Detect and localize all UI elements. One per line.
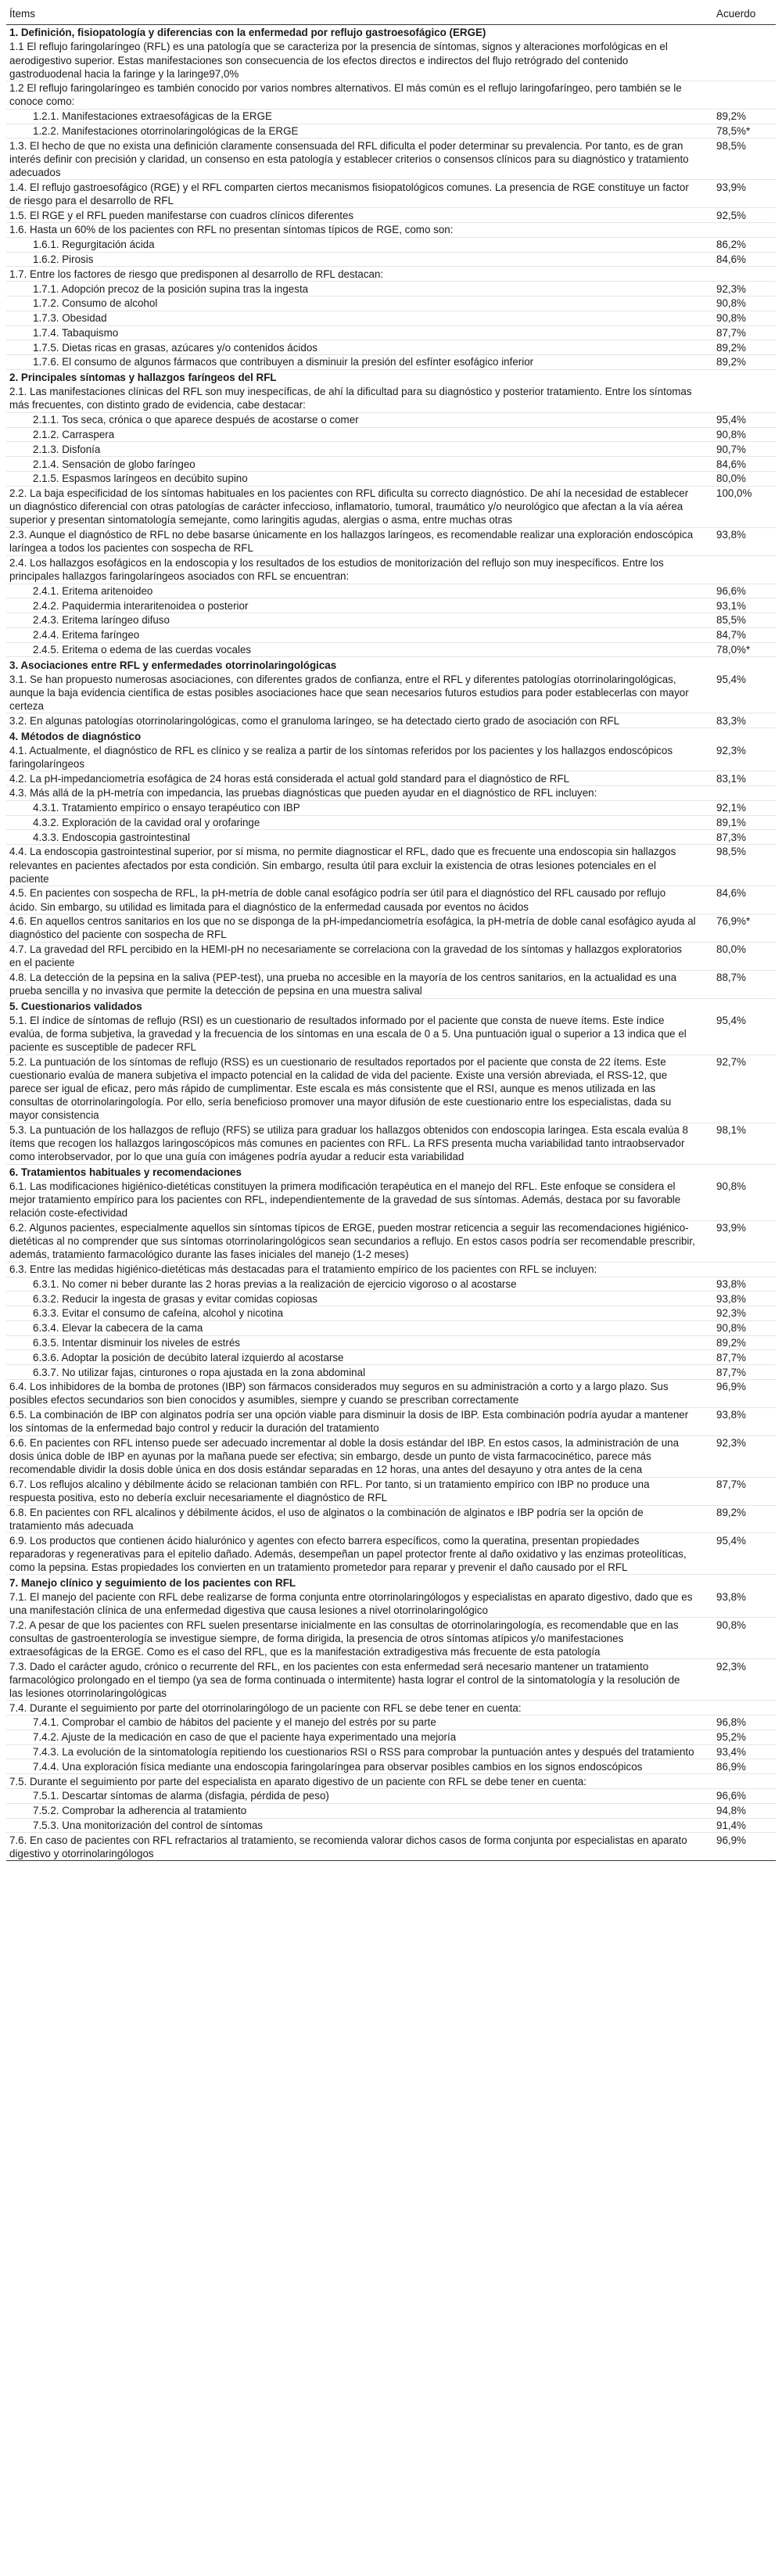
agreement-value: 92,1% [699, 800, 776, 815]
sub-item-text: 6.3.2. Reducir la ingesta de grasas y evitar comidas copiosas [6, 1292, 699, 1306]
agreement-value: 90,8% [699, 427, 776, 442]
item-row [6, 1407, 776, 1435]
sub-item-row [6, 1803, 776, 1818]
agreement-value [699, 267, 776, 282]
agreement-value: 90,7% [699, 442, 776, 457]
sub-item-row [6, 1759, 776, 1774]
section-title: 2. Principales síntomas y hallazgos faríngeos del RFL [6, 369, 776, 385]
sub-item-text: 2.4.4. Eritema faríngeo [6, 627, 699, 642]
agreement-value: 98,5% [699, 138, 776, 180]
item-text: 1.6. Hasta un 60% de los pacientes con RFL no presentan síntomas típicos de RGE, como son: [6, 223, 699, 238]
item-row [6, 180, 776, 208]
sub-item-text: 1.7.5. Dietas ricas en grasas, azúcares y/o contenidos ácidos [6, 340, 699, 355]
item-row [6, 138, 776, 180]
table-body [6, 25, 776, 1861]
agreement-value: 87,7% [699, 325, 776, 340]
item-row [6, 40, 776, 81]
sub-item-text: 1.7.6. El consumo de algunos fármacos que contribuyen a disminuir la presión del esfínter esofágico inferior [6, 355, 699, 370]
agreement-value [699, 385, 776, 412]
agreement-value: 93,4% [699, 1744, 776, 1759]
sub-item-text: 2.1.5. Espasmos laríngeos en decúbito supino [6, 472, 699, 487]
agreement-value: 89,2% [699, 109, 776, 124]
item-text: 6.1. Las modificaciones higiénico-dietéticas constituyen la primera modificación terapéutica en el manejo del RFL. Este enfoque se considera el mejor tratamiento empírico para los pacientes con RFL, independientemente de la gravedad de sus síntomas. Además, destaca por su favorable relación coste-efectividad [6, 1180, 699, 1220]
sub-item-row [6, 252, 776, 267]
item-text: 2.3. Aunque el diagnóstico de RFL no debe basarse únicamente en los hallazgos laríngeos, es recomendable realizar una exploración endoscópica laríngea a todos los pacientes con sospecha de RFL [6, 527, 699, 555]
item-text: 6.2. Algunos pacientes, especialmente aquellos sin síntomas típicos de ERGE, pueden mostrar reticencia a seguir las recomendaciones higiénico-dietéticas al no comprender que sus síntomas otorrinolaringológicos sean secundarios a reflujo. En estos casos podría ser recomendable prescribir, además, tratamiento farmacológico durante las fases iniciales del manejo (1-2 meses) [6, 1220, 699, 1262]
agreement-value: 78,0%* [699, 642, 776, 657]
sub-item-row [6, 109, 776, 124]
sub-item-text: 4.3.1. Tratamiento empírico o ensayo terapéutico con IBP [6, 800, 699, 815]
agreement-value: 91,4% [699, 1818, 776, 1833]
agreement-value: 92,3% [699, 282, 776, 296]
item-row [6, 1180, 776, 1220]
sub-item-text: 6.3.6. Adoptar la posición de decúbito lateral izquierdo al acostarse [6, 1350, 699, 1365]
sub-item-text: 2.4.2. Paquidermia interaritenoidea o posterior [6, 598, 699, 613]
agreement-value: 84,6% [699, 886, 776, 914]
agreement-value: 92,3% [699, 743, 776, 771]
items-column-header: Ítems [6, 2, 699, 25]
sub-item-row [6, 1744, 776, 1759]
agreement-value: 90,8% [699, 1320, 776, 1335]
sub-item-row [6, 412, 776, 427]
sub-item-row [6, 311, 776, 325]
item-text: 1.2 El reflujo faringolaríngeo es también conocido por varios nombres alternativos. El más común es el reflujo laringofaríngeo, pero también se le conoce como: [6, 81, 699, 110]
item-text: 2.4. Los hallazgos esofágicos en la endoscopia y los resultados de los estudios de monitorización del reflujo son muy inespecíficos. Entre los principales hallazgos faringolaríngeos asociados con RFL se encuentran: [6, 555, 699, 584]
item-text: 6.5. La combinación de IBP con alginatos podría ser una opción viable para disminuir la dosis de IBP. Esta combinación podría ayudar a mantener los síntomas de la enfermedad bajo control y reducir la duración del tratamiento [6, 1407, 699, 1435]
sub-item-row [6, 613, 776, 628]
sub-item-text: 1.7.1. Adopción precoz de la posición supina tras la ingesta [6, 282, 699, 296]
agreement-value [699, 1774, 776, 1789]
agreement-value: 88,7% [699, 970, 776, 998]
consensus-table [6, 2, 776, 1861]
agreement-value [699, 785, 776, 800]
section-header-row [6, 369, 776, 385]
item-row [6, 1659, 776, 1701]
section-header-row [6, 728, 776, 744]
section-title: 7. Manejo clínico y seguimiento de los pacientes con RFL [6, 1575, 776, 1590]
item-text: 5.1. El índice de síntomas de reflujo (RSI) es un cuestionario de resultados informado por el paciente que consta de nueve ítems. Este índice evalúa, de forma subjetiva, la gravedad y la frecuencia de los síntomas en una escala de 0 a 5. Una puntuación igual o superior a 13 indica que el paciente es susceptible de padecer RFL [6, 1014, 699, 1054]
sub-item-text: 7.4.4. Una exploración física mediante una endoscopia faringolaríngea para observar posibles cambios en los signos endoscópicos [6, 1759, 699, 1774]
item-text: 2.1. Las manifestaciones clínicas del RFL son muy inespecíficas, de ahí la dificultad para su diagnóstico y posterior tratamiento. Entre los síntomas más frecuentes, con distinto grado de evidencia, cabe destacar: [6, 385, 699, 412]
agreement-value: 92,7% [699, 1054, 776, 1123]
sub-item-text: 1.7.2. Consumo de alcohol [6, 296, 699, 311]
item-text: 6.3. Entre las medidas higiénico-dietéticas más destacadas para el tratamiento empírico de los pacientes con RFL se incluyen: [6, 1262, 699, 1277]
sub-item-text: 6.3.5. Intentar disminuir los niveles de estrés [6, 1335, 699, 1350]
item-row [6, 1701, 776, 1716]
section-title: 1. Definición, fisiopatología y diferencias con la enfermedad por reflujo gastroesofágico (ERGE) [6, 25, 776, 41]
agreement-value: 90,8% [699, 296, 776, 311]
section-title: 5. Cuestionarios validados [6, 998, 776, 1014]
sub-item-row [6, 1365, 776, 1380]
sub-item-row [6, 627, 776, 642]
item-row [6, 743, 776, 771]
sub-item-text: 7.4.2. Ajuste de la medicación en caso de que el paciente haya experimentado una mejoría [6, 1730, 699, 1744]
agreement-value [699, 555, 776, 584]
agreement-value: 84,6% [699, 457, 776, 472]
sub-item-text: 1.2.2. Manifestaciones otorrinolaringológicas de la ERGE [6, 124, 699, 138]
item-text: 1.5. El RGE y el RFL pueden manifestarse con cuadros clínicos diferentes [6, 208, 699, 223]
sub-item-row [6, 800, 776, 815]
item-row [6, 886, 776, 914]
sub-item-row [6, 296, 776, 311]
sub-item-text: 7.5.3. Una monitorización del control de síntomas [6, 1818, 699, 1833]
sub-item-row [6, 442, 776, 457]
agreement-value: 96,8% [699, 1716, 776, 1730]
agreement-value: 96,6% [699, 1789, 776, 1804]
sub-item-text: 2.4.3. Eritema laríngeo difuso [6, 613, 699, 628]
agreement-value: 92,3% [699, 1435, 776, 1477]
agreement-value [699, 1701, 776, 1716]
agreement-value: 96,9% [699, 1833, 776, 1861]
agreement-value: 93,8% [699, 1277, 776, 1292]
item-row [6, 1380, 776, 1408]
agreement-value: 95,4% [699, 412, 776, 427]
section-header-row [6, 25, 776, 41]
agreement-value: 89,2% [699, 355, 776, 370]
item-row [6, 223, 776, 238]
item-text: 4.1. Actualmente, el diagnóstico de RFL es clínico y se realiza a partir de los síntomas referidos por los pacientes y los hallazgos endoscópicos faringolaríngeos [6, 743, 699, 771]
agreement-value: 86,2% [699, 237, 776, 252]
sub-item-row [6, 325, 776, 340]
item-row [6, 672, 776, 713]
sub-item-text: 2.1.4. Sensación de globo faríngeo [6, 457, 699, 472]
agreement-value: 86,9% [699, 1759, 776, 1774]
sub-item-row [6, 1818, 776, 1833]
agreement-value: 83,3% [699, 713, 776, 728]
item-text: 7.6. En caso de pacientes con RFL refractarios al tratamiento, se recomienda valorar dichos casos de forma conjunta por especialistas en aparato digestivo y otorrinolaringólogos [6, 1833, 699, 1861]
item-text: 3.1. Se han propuesto numerosas asociaciones, con diferentes grados de confianza, entre el RFL y diferentes patologías otorrinolaringológicas, aunque la baja evidencia científica de estas posibles asociaciones hace que sean necesarios futuros estudios para poder establecerlas con mayor certeza [6, 672, 699, 713]
item-row [6, 785, 776, 800]
agreement-value: 92,5% [699, 208, 776, 223]
item-row [6, 1262, 776, 1277]
item-text: 5.2. La puntuación de los síntomas de reflujo (RSS) es un cuestionario de resultados reportados por el paciente que consta de 22 ítems. Este cuestionario evalúa de manera subjetiva el impacto potencial en la calidad de vida del paciente. Existe una versión abreviada, el RSS-12, que parece ser igual de eficaz, pero más rápido de cumplimentar. Este escala es más consistente que el RSI, aunque es menos utilizada en las consultas de otorrinolaringología. Por ello, sería beneficioso promover una mayor difusión de este cuestionario entre los especialistas, dada su mayor consistencia [6, 1054, 699, 1123]
agreement-value: 89,1% [699, 815, 776, 830]
item-row [6, 1054, 776, 1123]
item-row [6, 1533, 776, 1575]
item-row [6, 1590, 776, 1618]
section-title: 6. Tratamientos habituales y recomendaciones [6, 1164, 776, 1180]
sub-item-text: 2.4.5. Eritema o edema de las cuerdas vocales [6, 642, 699, 657]
agreement-value: 95,2% [699, 1730, 776, 1744]
agreement-value [699, 40, 776, 81]
agreement-value: 78,5%* [699, 124, 776, 138]
item-row [6, 1220, 776, 1262]
item-row [6, 914, 776, 942]
agreement-value: 80,0% [699, 472, 776, 487]
sub-item-text: 2.1.3. Disfonía [6, 442, 699, 457]
sub-item-text: 2.1.2. Carraspera [6, 427, 699, 442]
section-header-row [6, 657, 776, 673]
sub-item-text: 7.4.1. Comprobar el cambio de hábitos del paciente y el manejo del estrés por su parte [6, 1716, 699, 1730]
sub-item-row [6, 584, 776, 598]
item-row [6, 845, 776, 886]
table-header-row [6, 2, 776, 25]
sub-item-text: 1.7.3. Obesidad [6, 311, 699, 325]
item-text: 7.3. Dado el carácter agudo, crónico o recurrente del RFL, en los pacientes con esta enfermedad será necesario mantener un tratamiento farmacológico prolongado en el tiempo (ya sea de forma continuada o intermitente) hasta lograr el control de la sintomatología y la resolución de las lesiones otorrinolaringológicas [6, 1659, 699, 1701]
section-header-row [6, 998, 776, 1014]
agreement-value: 89,2% [699, 1505, 776, 1533]
agreement-value: 87,3% [699, 830, 776, 845]
item-text: 4.2. La pH-impedanciometría esofágica de 24 horas está considerada el actual gold standard para el diagnóstico de RFL [6, 771, 699, 786]
agreement-value: 96,6% [699, 584, 776, 598]
sub-item-row [6, 457, 776, 472]
agreement-value: 93,8% [699, 1590, 776, 1618]
item-row [6, 1435, 776, 1477]
sub-item-text: 6.3.1. No comer ni beber durante las 2 horas previas a la realización de ejercicio vigoroso o al acostarse [6, 1277, 699, 1292]
sub-item-row [6, 1306, 776, 1321]
sub-item-text: 4.3.3. Endoscopia gastrointestinal [6, 830, 699, 845]
agreement-value: 98,5% [699, 845, 776, 886]
agreement-value: 89,2% [699, 1335, 776, 1350]
item-row [6, 1833, 776, 1861]
item-text: 6.7. Los reflujos alcalino y débilmente ácido se relacionan también con RFL. Por tanto, si un tratamiento empírico con IBP no produce una respuesta positiva, esto no debería excluir necesariamente el diagnóstico de RFL [6, 1477, 699, 1505]
item-row [6, 1618, 776, 1659]
sub-item-text: 1.7.4. Tabaquismo [6, 325, 699, 340]
item-row [6, 1014, 776, 1054]
item-text: 2.2. La baja especificidad de los síntomas habituales en los pacientes con RFL dificulta su correcto diagnóstico. De ahí la necesidad de establecer un diagnóstico diferencial con otras patologías de carácter infeccioso, inflamatorio, tumoral, traumático y/o neurológico que afectan a la vía aérea superior y presentan sintomatología semejante, como laringitis agudas, alergias o asma, entre muchas otras [6, 486, 699, 527]
agreement-value: 87,7% [699, 1350, 776, 1365]
item-text: 7.4. Durante el seguimiento por parte del otorrinolaringólogo de un paciente con RFL se debe tener en cuenta: [6, 1701, 699, 1716]
agreement-value: 95,4% [699, 1533, 776, 1575]
agreement-value [699, 223, 776, 238]
item-text: 6.6. En pacientes con RFL intenso puede ser adecuado incrementar al doble la dosis estándar del IBP. En estos casos, la administración de una dosis única doble de IBP en ayunas por la mañana puede ser efectiva; sin embargo, desde un punto de vista farmacocinético, parece más recomendable dividir la dosis doble única en dos dosis estándar separadas en 12 horas, una antes del desayuno y otra antes de la cena [6, 1435, 699, 1477]
sub-item-text: 1.6.1. Regurgitación ácida [6, 237, 699, 252]
item-text: 6.4. Los inhibidores de la bomba de protones (IBP) son fármacos considerados muy seguros en su administración a corto y a largo plazo. Sus posibles efectos secundarios son bien conocidos y asumibles, siempre y cuando se prescriban correctamente [6, 1380, 699, 1408]
sub-item-row [6, 642, 776, 657]
agreement-value: 93,8% [699, 1292, 776, 1306]
item-text: 1.1 El reflujo faringolaríngeo (RFL) es una patología que se caracteriza por la presencia de síntomas, signos y alteraciones morfológicas en el aerodigestivo superior. Estas manifestaciones son consecuencia de los efectos directos e indirectos del flujo retrógrado del contenido gastroduodenal hacia la faringe y la laringe97,0% [6, 40, 699, 81]
sub-item-row [6, 1320, 776, 1335]
section-title: 4. Métodos de diagnóstico [6, 728, 776, 744]
sub-item-row [6, 1716, 776, 1730]
item-row [6, 267, 776, 282]
item-row [6, 486, 776, 527]
section-header-row [6, 1575, 776, 1590]
agreement-value [699, 1262, 776, 1277]
sub-item-row [6, 340, 776, 355]
item-row [6, 81, 776, 110]
sub-item-text: 6.3.3. Evitar el consumo de cafeína, alcohol y nicotina [6, 1306, 699, 1321]
agreement-value: 80,0% [699, 942, 776, 970]
sub-item-text: 6.3.7. No utilizar fajas, cinturones o ropa ajustada en la zona abdominal [6, 1365, 699, 1380]
agreement-value: 95,4% [699, 672, 776, 713]
agreement-value: 90,8% [699, 1618, 776, 1659]
agreement-value: 90,8% [699, 1180, 776, 1220]
sub-item-text: 1.6.2. Pirosis [6, 252, 699, 267]
item-text: 4.3. Más allá de la pH-metría con impedancia, las pruebas diagnósticas que pueden ayudar en el diagnóstico de RFL incluyen: [6, 785, 699, 800]
item-row [6, 208, 776, 223]
agreement-value: 83,1% [699, 771, 776, 786]
sub-item-row [6, 355, 776, 370]
item-row [6, 771, 776, 786]
agreement-value: 93,8% [699, 1407, 776, 1435]
sub-item-row [6, 237, 776, 252]
item-text: 1.7. Entre los factores de riesgo que predisponen al desarrollo de RFL destacan: [6, 267, 699, 282]
sub-item-text: 7.5.1. Descartar síntomas de alarma (disfagia, pérdida de peso) [6, 1789, 699, 1804]
item-text: 3.2. En algunas patologías otorrinolaringológicas, como el granuloma laríngeo, se ha detectado cierto grado de asociación con RFL [6, 713, 699, 728]
sub-item-text: 6.3.4. Elevar la cabecera de la cama [6, 1320, 699, 1335]
agreement-value: 100,0% [699, 486, 776, 527]
item-row [6, 555, 776, 584]
item-text: 4.4. La endoscopia gastrointestinal superior, por sí misma, no permite diagnosticar el RFL, dado que es frecuente una endoscopia sin hallazgos relevantes en pacientes afectados por esta condición. Sin embargo, resulta útil para excluir la existencia de otras lesiones potenciales en el paciente [6, 845, 699, 886]
agreement-value [699, 81, 776, 110]
sub-item-row [6, 598, 776, 613]
sub-item-row [6, 472, 776, 487]
agreement-value: 95,4% [699, 1014, 776, 1054]
item-row [6, 1477, 776, 1505]
sub-item-row [6, 1292, 776, 1306]
item-row [6, 527, 776, 555]
item-text: 4.7. La gravedad del RFL percibido en la HEMI-pH no necesariamente se correlaciona con la gravedad de los síntomas y hallazgos exploratorios en el paciente [6, 942, 699, 970]
item-row [6, 1505, 776, 1533]
sub-item-text: 7.5.2. Comprobar la adherencia al tratamiento [6, 1803, 699, 1818]
item-text: 7.5. Durante el seguimiento por parte del especialista en aparato digestivo de un paciente con RFL se debe tener en cuenta: [6, 1774, 699, 1789]
item-row [6, 1774, 776, 1789]
agreement-value: 84,7% [699, 627, 776, 642]
item-text: 6.9. Los productos que contienen ácido hialurónico y agentes con efecto barrera específicos, como la queratina, presentan propiedades reparadoras y regenerativas para el epitelio dañado. Además, desempeñan un papel protector frente al daño oxidativo y las enzimas proteolíticas, como la pepsina. Estas propiedades los convierten en un tratamiento prometedor para reparar y prevenir el daño causado por el RFL [6, 1533, 699, 1575]
section-title: 3. Asociaciones entre RFL y enfermedades otorrinolaringológicas [6, 657, 776, 673]
section-header-row [6, 1164, 776, 1180]
sub-item-text: 2.4.1. Eritema aritenoideo [6, 584, 699, 598]
agreement-value: 93,8% [699, 527, 776, 555]
agreement-value: 89,2% [699, 340, 776, 355]
agreement-value: 92,3% [699, 1659, 776, 1701]
sub-item-row [6, 1350, 776, 1365]
agreement-column-header: Acuerdo [699, 2, 776, 25]
sub-item-row [6, 1730, 776, 1744]
agreement-value: 87,7% [699, 1477, 776, 1505]
agreement-value: 93,9% [699, 180, 776, 208]
item-text: 1.4. El reflujo gastroesofágico (RGE) y el RFL comparten ciertos mecanismos fisiopatológicos comunes. La presencia de RGE constituye un factor de riesgo para el desarrollo de RFL [6, 180, 699, 208]
agreement-value: 84,6% [699, 252, 776, 267]
item-row [6, 713, 776, 728]
agreement-value: 85,5% [699, 613, 776, 628]
sub-item-row [6, 830, 776, 845]
item-row [6, 970, 776, 998]
sub-item-row [6, 124, 776, 138]
sub-item-row [6, 1789, 776, 1804]
item-text: 7.1. El manejo del paciente con RFL debe realizarse de forma conjunta entre otorrinolaringólogos y especialistas en aparato digestivo, dado que es una manifestación clínica de una enfermedad digestiva que causa lesiones a nivel otorrinolaringológico [6, 1590, 699, 1618]
item-text: 1.3. El hecho de que no exista una definición claramente consensuada del RFL dificulta el poder determinar su prevalencia. Por tanto, es de gran interés definir con precisión y claridad, un consenso en esta patología y establecer criterios o consensos clínicos para su diagnóstico y tratamiento adecuados [6, 138, 699, 180]
item-row [6, 385, 776, 412]
agreement-value: 96,9% [699, 1380, 776, 1408]
agreement-value: 93,9% [699, 1220, 776, 1262]
sub-item-text: 7.4.3. La evolución de la sintomatología repitiendo los cuestionarios RSI o RSS para comprobar la puntuación antes y después del tratamiento [6, 1744, 699, 1759]
agreement-value: 94,8% [699, 1803, 776, 1818]
sub-item-row [6, 282, 776, 296]
item-text: 4.6. En aquellos centros sanitarios en los que no se disponga de la pH-impedanciometría esofágica, la pH-metría de doble canal esofágico ayuda al diagnóstico del paciente con sospecha de RFL [6, 914, 699, 942]
item-text: 4.5. En pacientes con sospecha de RFL, la pH-metría de doble canal esofágico podría ser útil para el diagnóstico del RFL causado por reflujo ácido. Sin embargo, su utilidad es limitada para el diagnóstico de la enfermedad causada por eventos no ácidos [6, 886, 699, 914]
agreement-value: 93,1% [699, 598, 776, 613]
item-text: 5.3. La puntuación de los hallazgos de reflujo (RFS) se utiliza para graduar los hallazgos obtenidos con endoscopia laríngea. Esta escala evalúa 8 ítems que recogen los hallazgos laringoscópicos más comunes en pacientes con RFL. La RFS presenta mucha variabilidad tanto intraobservador como interobservador, por lo que una guía con imágenes podría ayudar a reducir esta variabilidad [6, 1123, 699, 1164]
sub-item-text: 1.2.1. Manifestaciones extraesofágicas de la ERGE [6, 109, 699, 124]
agreement-value: 92,3% [699, 1306, 776, 1321]
item-text: 4.8. La detección de la pepsina en la saliva (PEP-test), una prueba no accesible en la mayoría de los centros sanitarios, en la actualidad es una prueba sencilla y no invasiva que permite la detección de pepsina en una muestra salival [6, 970, 699, 998]
agreement-value: 87,7% [699, 1365, 776, 1380]
sub-item-row [6, 1335, 776, 1350]
agreement-value: 98,1% [699, 1123, 776, 1164]
sub-item-row [6, 1277, 776, 1292]
item-text: 6.8. En pacientes con RFL alcalinos y débilmente ácidos, el uso de alginatos o la combinación de alginatos e IBP podría ser la opción de tratamiento más adecuada [6, 1505, 699, 1533]
sub-item-text: 2.1.1. Tos seca, crónica o que aparece después de acostarse o comer [6, 412, 699, 427]
sub-item-row [6, 815, 776, 830]
sub-item-row [6, 427, 776, 442]
agreement-value: 90,8% [699, 311, 776, 325]
agreement-value: 76,9%* [699, 914, 776, 942]
item-text: 7.2. A pesar de que los pacientes con RFL suelen presentarse inicialmente en las consultas de otorrinolaringología, es recomendable que en las consultas de gastroenterología se investigue siempre, de forma dirigida, la presencia de otros síntomas atípicos y/o manifestaciones extraesofágicas de la ERGE. Como es el caso del RFL, que es la manifestación extradigestiva más frecuente de esta patología [6, 1618, 699, 1659]
item-row [6, 942, 776, 970]
item-row [6, 1123, 776, 1164]
sub-item-text: 4.3.2. Exploración de la cavidad oral y orofaringe [6, 815, 699, 830]
